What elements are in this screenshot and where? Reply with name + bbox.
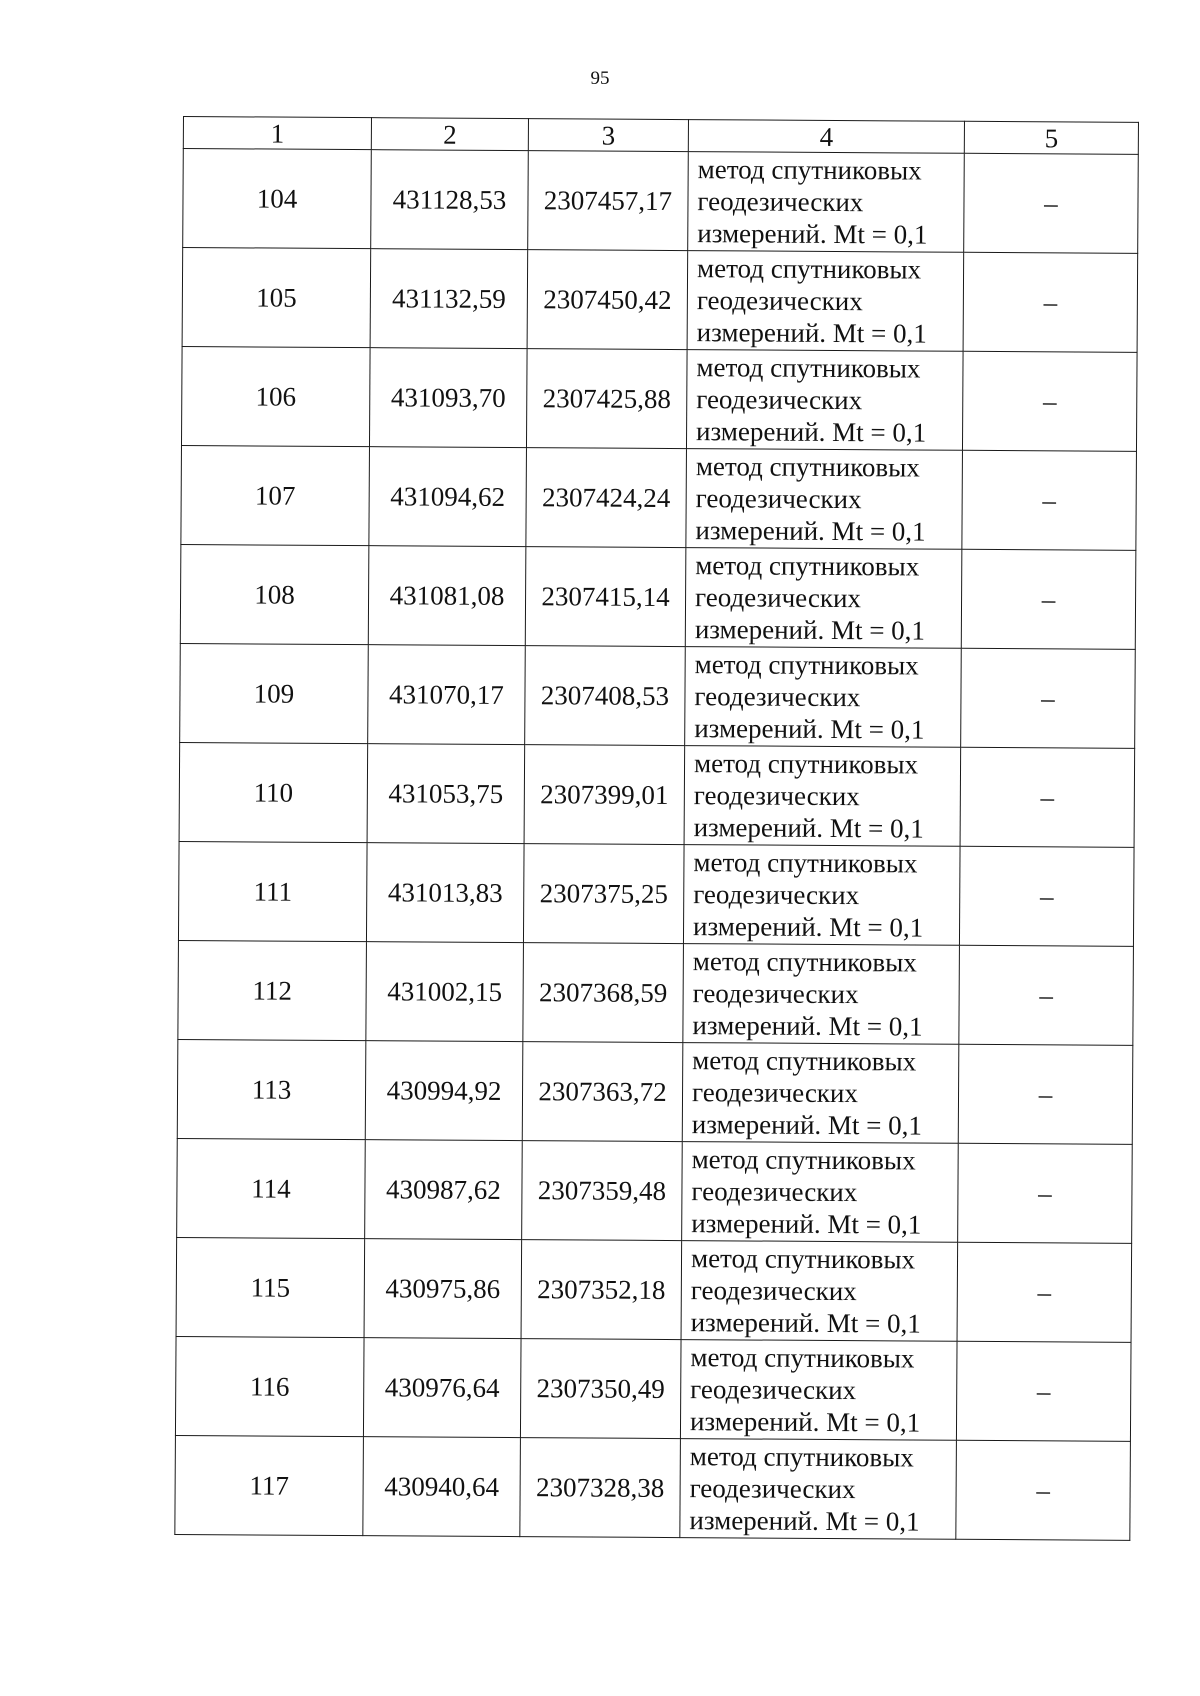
method-line: геодезических xyxy=(690,1374,857,1406)
point-number-cell: 115 xyxy=(176,1237,365,1337)
y-coordinate-cell: 2307363,72 xyxy=(522,1042,683,1142)
method-line: измерений. Mt = 0,1 xyxy=(690,1307,921,1339)
x-coordinate-cell: 431081,08 xyxy=(368,546,526,646)
table-row xyxy=(182,248,1138,353)
method-line: геодезических xyxy=(692,978,859,1010)
method-line: геодезических xyxy=(696,285,863,317)
note-cell: – xyxy=(962,450,1137,550)
table-row xyxy=(179,742,1135,847)
point-number-cell: 114 xyxy=(177,1138,366,1238)
method-line: измерений. Mt = 0,1 xyxy=(692,1010,923,1042)
method-line: геодезических xyxy=(694,582,862,614)
y-coordinate-cell: 2307359,48 xyxy=(522,1141,683,1241)
y-coordinate-cell: 2307375,25 xyxy=(523,844,684,944)
x-coordinate-cell: 430987,62 xyxy=(365,1140,523,1240)
method-line: измерений. Mt = 0,1 xyxy=(692,911,924,943)
table-row xyxy=(183,149,1139,254)
y-coordinate-cell: 2307424,24 xyxy=(526,448,687,548)
x-coordinate-cell: 430975,86 xyxy=(364,1239,522,1339)
point-number-cell: 105 xyxy=(182,248,371,348)
method-line: метод спутниковых xyxy=(695,550,920,582)
header-col-1: 1 xyxy=(183,117,371,150)
table-row xyxy=(180,643,1136,748)
y-coordinate-cell: 2307328,38 xyxy=(520,1438,681,1538)
x-coordinate-cell: 430940,64 xyxy=(363,1437,521,1537)
note-cell: – xyxy=(956,1341,1131,1441)
point-number-cell: 116 xyxy=(175,1336,364,1436)
method-cell xyxy=(685,647,962,748)
y-coordinate-cell: 2307415,14 xyxy=(525,547,686,647)
method-line: метод спутниковых xyxy=(689,1441,914,1473)
note-cell: – xyxy=(961,648,1136,748)
method-line: измерений. Mt = 0,1 xyxy=(689,1505,920,1537)
method-cell xyxy=(685,548,962,649)
method-line: метод спутниковых xyxy=(691,1144,916,1176)
x-coordinate-cell: 430994,92 xyxy=(365,1041,523,1141)
method-line: метод спутниковых xyxy=(696,352,921,384)
method-line: измерений. Mt = 0,1 xyxy=(691,1109,923,1141)
method-line: метод спутниковых xyxy=(696,253,922,285)
y-coordinate-cell: 2307425,88 xyxy=(526,349,687,449)
table-row xyxy=(180,544,1136,649)
method-cell xyxy=(684,746,961,847)
point-number-cell: 111 xyxy=(178,841,367,941)
method-cell xyxy=(680,1340,957,1441)
method-cell xyxy=(682,1043,959,1144)
table-body xyxy=(175,149,1138,1541)
note-cell: – xyxy=(961,549,1136,649)
method-line: измерений. Mt = 0,1 xyxy=(691,1208,922,1240)
table-row xyxy=(177,1039,1133,1144)
note-cell: – xyxy=(956,1440,1131,1540)
header-col-3: 3 xyxy=(528,119,688,152)
method-line: геодезических xyxy=(689,1473,856,1505)
x-coordinate-cell: 431128,53 xyxy=(371,150,529,250)
x-coordinate-cell: 431002,15 xyxy=(366,942,524,1042)
point-number-cell: 110 xyxy=(179,742,368,842)
method-line: геодезических xyxy=(690,1275,857,1307)
method-line: метод спутниковых xyxy=(693,847,918,879)
y-coordinate-cell: 2307408,53 xyxy=(525,646,686,746)
table-row xyxy=(181,346,1137,451)
note-cell: – xyxy=(964,153,1139,253)
header-col-5: 5 xyxy=(964,121,1138,154)
method-line: метод спутниковых xyxy=(692,946,917,978)
table-row xyxy=(175,1435,1131,1540)
method-line: геодезических xyxy=(691,1176,858,1208)
y-coordinate-cell: 2307450,42 xyxy=(527,250,688,350)
method-line: измерений. Mt = 0,1 xyxy=(694,713,925,745)
note-cell: – xyxy=(959,945,1134,1045)
table-row xyxy=(178,940,1134,1045)
method-line: геодезических xyxy=(693,780,860,812)
note-cell: – xyxy=(960,747,1135,847)
method-line: метод спутниковых xyxy=(690,1342,915,1374)
note-cell: – xyxy=(958,1143,1133,1243)
method-cell xyxy=(683,944,960,1045)
method-line: геодезических xyxy=(697,186,864,218)
method-cell xyxy=(688,152,965,253)
method-line: измерений. Mt = 0,1 xyxy=(697,218,928,250)
method-cell xyxy=(686,449,963,550)
y-coordinate-cell: 2307457,17 xyxy=(528,151,689,251)
method-line: измерений. Mt = 0,1 xyxy=(693,812,924,844)
x-coordinate-cell: 431094,62 xyxy=(369,447,527,547)
point-number-cell: 112 xyxy=(178,940,367,1040)
note-cell: – xyxy=(957,1242,1132,1342)
method-line: метод спутниковых xyxy=(697,154,922,186)
x-coordinate-cell: 430976,64 xyxy=(363,1338,521,1438)
table-row xyxy=(177,1138,1133,1243)
point-number-cell: 104 xyxy=(183,149,372,249)
method-line: геодезических xyxy=(694,681,861,713)
header-col-4: 4 xyxy=(688,120,964,154)
method-line: измерений. Mt = 0,1 xyxy=(696,317,927,349)
note-cell: – xyxy=(958,1044,1133,1144)
method-line: метод спутниковых xyxy=(692,1045,917,1077)
method-line: метод спутниковых xyxy=(694,649,919,681)
table-row xyxy=(175,1336,1131,1441)
note-cell: – xyxy=(959,846,1134,946)
header-col-2: 2 xyxy=(371,118,528,151)
method-cell xyxy=(683,845,960,946)
x-coordinate-cell: 431093,70 xyxy=(369,348,527,448)
point-number-cell: 106 xyxy=(181,346,370,446)
point-number-cell: 108 xyxy=(180,544,369,644)
note-cell: – xyxy=(963,252,1138,352)
page-number: 95 xyxy=(590,68,610,89)
method-line: метод спутниковых xyxy=(690,1243,916,1275)
method-line: геодезических xyxy=(693,879,860,911)
point-number-cell: 117 xyxy=(175,1435,364,1535)
method-line: геодезических xyxy=(696,384,863,416)
method-line: геодезических xyxy=(691,1077,859,1109)
x-coordinate-cell: 431053,75 xyxy=(367,744,525,844)
method-cell xyxy=(682,1142,959,1243)
point-number-cell: 113 xyxy=(177,1039,366,1139)
method-line: измерений. Mt = 0,1 xyxy=(689,1406,921,1438)
y-coordinate-cell: 2307350,49 xyxy=(520,1339,681,1439)
x-coordinate-cell: 431013,83 xyxy=(366,843,524,943)
table-row xyxy=(178,841,1134,946)
x-coordinate-cell: 431070,17 xyxy=(368,645,526,745)
point-number-cell: 107 xyxy=(181,445,370,545)
point-number-cell: 109 xyxy=(180,643,369,743)
note-cell: – xyxy=(962,351,1137,451)
method-line: метод спутниковых xyxy=(695,451,920,483)
table-row xyxy=(181,445,1137,550)
method-cell xyxy=(687,251,964,352)
x-coordinate-cell: 431132,59 xyxy=(370,249,528,349)
method-cell xyxy=(681,1241,958,1342)
method-line: измерений. Mt = 0,1 xyxy=(694,614,926,646)
method-cell xyxy=(686,350,963,451)
method-line: геодезических xyxy=(695,483,862,515)
method-cell xyxy=(680,1439,957,1540)
table-row xyxy=(176,1237,1132,1342)
coordinates-table-wrapper xyxy=(174,116,1138,1541)
method-line: измерений. Mt = 0,1 xyxy=(695,515,926,547)
y-coordinate-cell: 2307368,59 xyxy=(523,943,684,1043)
method-line: измерений. Mt = 0,1 xyxy=(695,416,927,448)
y-coordinate-cell: 2307352,18 xyxy=(521,1240,682,1340)
y-coordinate-cell: 2307399,01 xyxy=(524,745,685,845)
method-line: метод спутниковых xyxy=(693,748,919,780)
coordinates-table xyxy=(174,116,1139,1541)
